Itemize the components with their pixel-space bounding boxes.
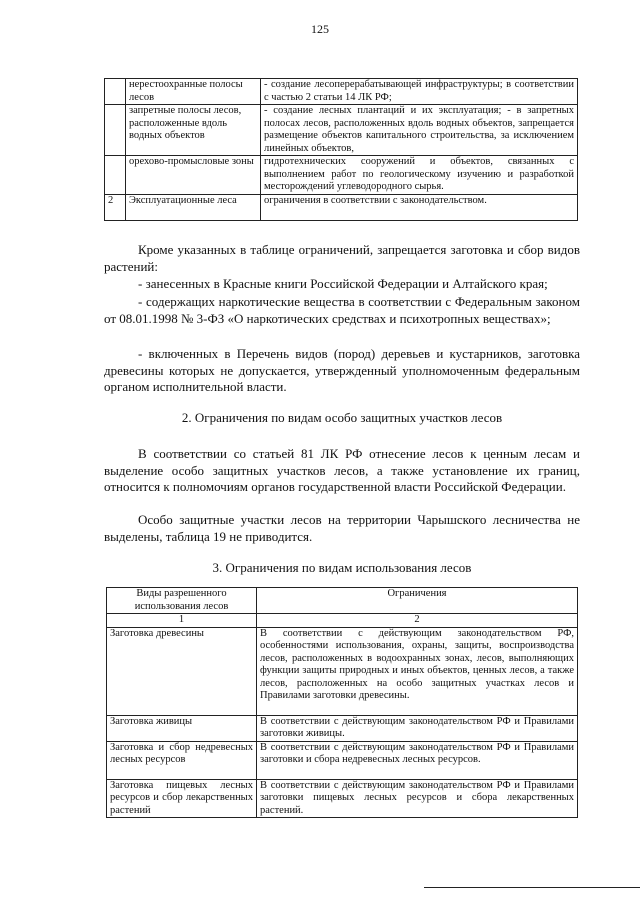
restriction-text: В соответствии с действующим законодательством РФ, особенностями использования, охраны, защиты, воспроизводства лесов, расположенных в водоохранных зонах, лесов, выполняющих функции защиты природных и иных объектов, ценных лесов, а также лесов, расположенных на особо защитных участках лесов и Правилами заготовки древесины. bbox=[257, 627, 578, 715]
paragraph: Особо защитные участки лесов на территории Чарышского лесничества не выделены, таблица 19 не приводится. bbox=[104, 512, 580, 544]
row-number bbox=[105, 156, 126, 195]
use-type: Заготовка древесины bbox=[107, 627, 257, 715]
page-number: 125 bbox=[311, 22, 329, 36]
forest-category: нерестоохранные полосы лесов bbox=[126, 79, 261, 105]
table-row bbox=[107, 779, 578, 818]
restriction-text: В соответствии с действующим законодательством РФ и Правилами заготовки живицы. bbox=[257, 715, 578, 741]
table-row bbox=[107, 741, 578, 779]
section-heading-3: 3. Ограничения по видам использования лесов bbox=[212, 560, 472, 575]
restriction-text: ограничения в соответствии с законодательством. bbox=[261, 194, 578, 220]
paragraph: - включенных в Перечень видов (пород) деревьев и кустарников, заготовка древесины которых не допускается, утвержденный уполномоченным федеральным органом исполнительной власти. bbox=[104, 346, 580, 394]
restriction-text: В соответствии с действующим законодательством РФ и Правилами заготовки и сбора недревесных лесных ресурсов. bbox=[257, 741, 578, 779]
paragraph: Кроме указанных в таблице ограничений, запрещается заготовка и сбор видов растений: bbox=[104, 242, 580, 274]
use-type: Заготовка пищевых лесных ресурсов и сбор лекарственных растений bbox=[107, 779, 257, 818]
table-row bbox=[107, 715, 578, 741]
column-number: 1 bbox=[107, 614, 257, 628]
restrictions-table-continued bbox=[104, 78, 578, 221]
forest-category: Эксплуатационные леса bbox=[126, 194, 261, 220]
section-heading-2: 2. Ограничения по видам особо защитных участков лесов bbox=[181, 410, 503, 425]
table-row bbox=[105, 194, 578, 220]
footer-rule bbox=[424, 887, 640, 888]
row-number bbox=[105, 79, 126, 105]
table-row bbox=[105, 79, 578, 105]
restriction-text: гидротехнических сооружений и объектов, связанных с выполнением работ по геологическому изучению и разработкой месторождений углеводородного сырья. bbox=[261, 156, 578, 195]
paragraph: - занесенных в Красные книги Российской Федерации и Алтайского края; bbox=[138, 276, 548, 291]
table-header-number-row bbox=[107, 614, 578, 628]
column-header: Виды разрешенного использования лесов bbox=[107, 588, 257, 614]
use-type: Заготовка живицы bbox=[107, 715, 257, 741]
restriction-text: - создание лесных плантаций и их эксплуатация; - в запретных полосах лесов, расположенных вдоль водных объектов, запрещается размещение объектов капитального строительства, за исключением линейных объектов, bbox=[261, 105, 578, 156]
row-number bbox=[105, 105, 126, 156]
restriction-text: В соответствии с действующим законодательством РФ и Правилами заготовки пищевых лесных ресурсов и сбора лекарственных растений. bbox=[257, 779, 578, 818]
column-number: 2 bbox=[257, 614, 578, 628]
restriction-text: - создание лесоперерабатывающей инфраструктуры; в соответствии с частью 2 статьи 14 ЛК РФ; bbox=[261, 79, 578, 105]
forest-category: запретные полосы лесов, расположенные вдоль водных объектов bbox=[126, 105, 261, 156]
column-header: Ограничения bbox=[257, 588, 578, 614]
use-restrictions-table bbox=[106, 587, 578, 818]
use-type: Заготовка и сбор недревесных лесных ресурсов bbox=[107, 741, 257, 779]
table-row bbox=[105, 156, 578, 195]
row-number: 2 bbox=[105, 194, 126, 220]
paragraph: В соответствии со статьей 81 ЛК РФ отнесение лесов к ценным лесам и выделение особо защитных участков лесов, а также установление их границ, относится к полномочиям органов государственной власти Российской Федерации. bbox=[104, 446, 580, 494]
table-row bbox=[105, 105, 578, 156]
table-header-row bbox=[107, 588, 578, 614]
paragraph: - содержащих наркотические вещества в соответствии с Федеральным законом от 08.01.1998 № 3-ФЗ «О наркотических средствах и психотропных веществах»; bbox=[104, 294, 580, 326]
table-row bbox=[107, 627, 578, 715]
forest-category: орехово-промысловые зоны bbox=[126, 156, 261, 195]
